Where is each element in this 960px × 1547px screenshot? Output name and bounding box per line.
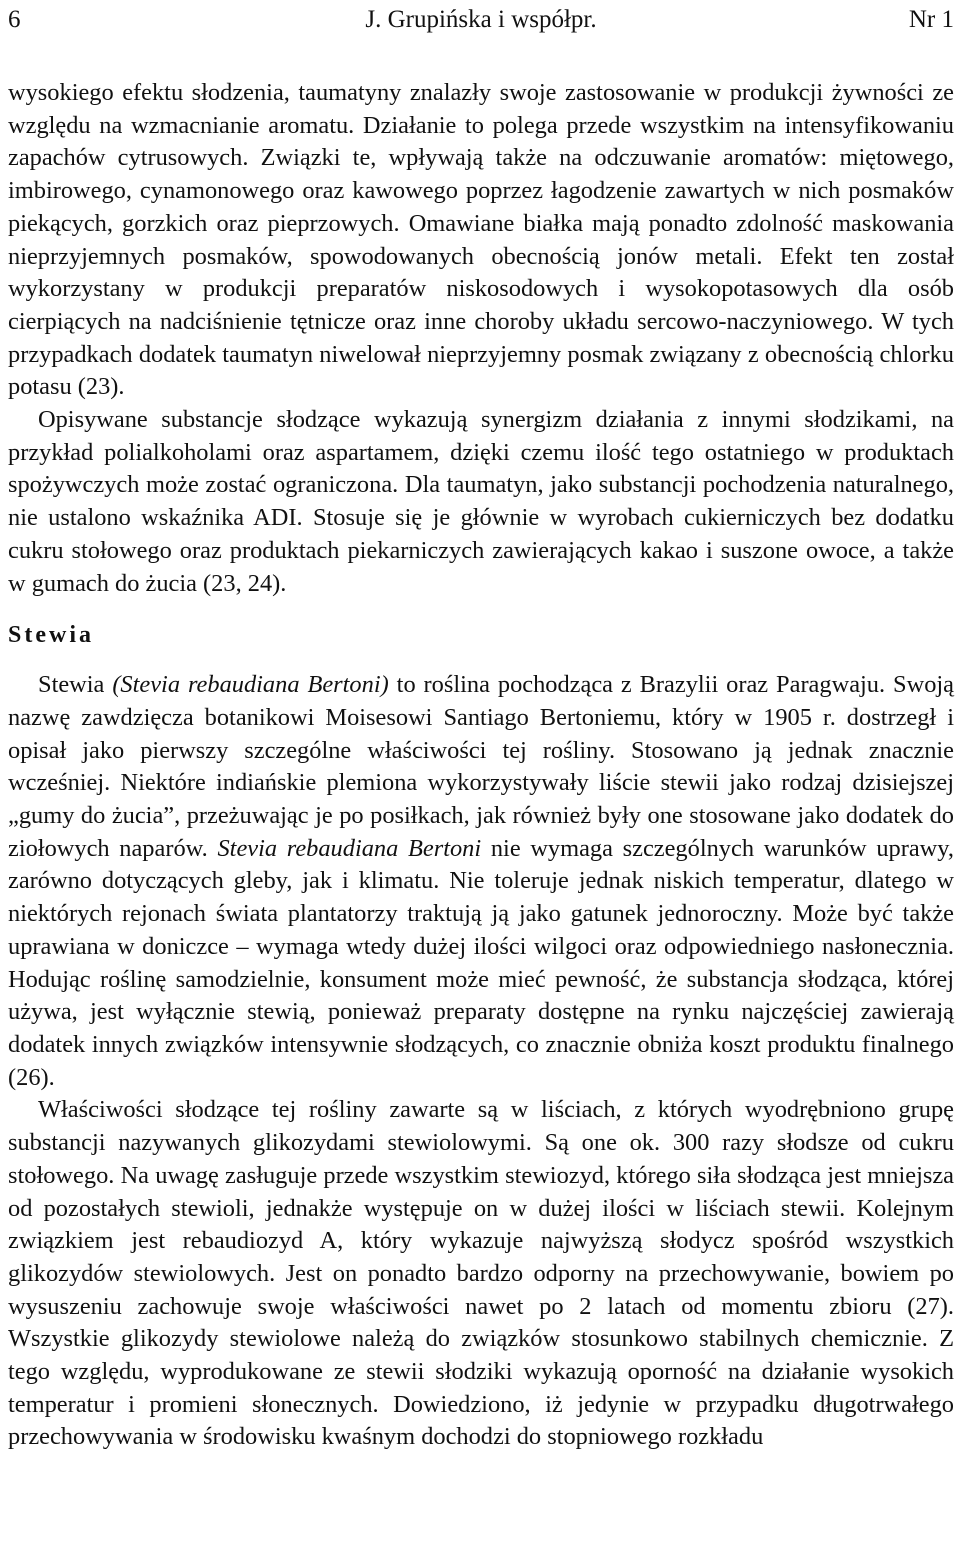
- paragraph-3-text-b: to roślina pochodząca z Brazylii oraz Paragwaju. Swoją nazwę zawdzięcza botanikowi Moisesowi Santiago Bertoniemu, który w 1905 r. dostrzegł i opisał jako pierwszy szczególne właściwości tej rośliny. Stosowano ją jednak znacznie wcześniej. Niektóre indiańskie plemiona wykorzystywały liście stewii jako rodzaj dzisiejszej „gumy do żucia”, przeżuwając je po posiłkach, jak również były one stosowane jako dodatek do ziołowych naparów.: [8, 671, 954, 862]
- section-heading-stewia: Stewia: [8, 622, 94, 649]
- paragraph-3-text-a: Stewia: [38, 671, 113, 699]
- article-body: [8, 77, 954, 1454]
- paragraph-2: Opisywane substancje słodzące wykazują synergizm działania z innymi słodzikami, na przykład polialkoholami oraz aspartamem, dzięki czemu ilość tego ostatniego w produktach spożywczych może zostać ograniczona. Dla taumatyn, jako substancji pochodzenia naturalnego, nie ustalono wskaźnika ADI. Stosuje się je głównie w wyrobach cukierniczych bez dodatku cukru stołowego oraz produktach piekarniczych zawierających kakao i suszone owoce, a także w gumach do żucia (23, 24).: [8, 406, 954, 597]
- page-number: 6: [8, 6, 21, 33]
- running-head-authors: J. Grupińska i współpr.: [365, 6, 597, 33]
- issue-number: Nr 1: [908, 6, 954, 33]
- species-name-italic: (Stevia rebaudiana Bertoni): [112, 671, 389, 699]
- species-name-italic-2: Stevia rebaudiana Bertoni: [217, 834, 482, 862]
- paragraph-1: wysokiego efektu słodzenia, taumatyny znalazły swoje zastosowanie w produkcji żywności ze względu na wzmacnianie aromatu. Działanie to polega przede wszystkim na intensyfikowaniu zapachów cytrusowych. Związki te, wpływają także na odczuwanie aromatów: miętowego, imbirowego, cynamonowego oraz kawowego poprzez łagodzenie zawartych w nich posmaków piekących, gorzkich oraz pieprzowych. Omawiane białka mają ponadto zdolność maskowania nieprzyjemnych posmaków, spowodowanych obecnością jonów metali. Efekt ten został wykorzystany w produkcji preparatów niskosodowych i wysokopotasowych dla osób cierpiących na nadciśnienie tętnicze oraz inne choroby układu sercowo-naczyniowego. W tych przypadkach dodatek taumatyn niwelował nieprzyjemny posmak związany z obecnością chlorku potasu (23).: [8, 79, 954, 401]
- paragraph-3: [8, 669, 954, 1094]
- running-head: [8, 0, 954, 40]
- paragraph-3-text-c: nie wymaga szczególnych warunków uprawy, zarówno dotyczących gleby, jak i klimatu. Nie toleruje jednak niskich temperatur, dlatego w niektórych rejonach świata plantatorzy traktują ją jako gatunek jednoroczny. Może być także uprawiana w doniczce – wymaga wtedy dużej ilości wilgoci oraz odpowiedniego nasłonecznia. Hodując roślinę samodzielnie, konsument może mieć pewność, że substancja słodząca, której używa, jest wyłącznie stewią, ponieważ preparaty dostępne na rynku najczęściej zawierają dodatek innych związków intensywnie słodzących, co znacznie obniża koszt produktu finalnego (26).: [8, 834, 954, 1091]
- paragraph-4: Właściwości słodzące tej rośliny zawarte są w liściach, z których wyodrębniono grupę substancji nazywanych glikozydami stewiolowymi. Są one ok. 300 razy słodsze od cukru stołowego. Na uwagę zasługuje przede wszystkim stewiozyd, którego siła słodząca jest mniejsza od pozostałych stewioli, jednakże występuje on w dużej ilości w liściach stewii. Kolejnym związkiem jest rebaudiozyd A, który wykazuje najwyższą słodycz spośród wszystkich glikozydów stewiolowych. Jest on ponadto bardzo odporny na przechowywanie, bowiem po wysuszeniu zachowuje swoje właściwości nawet po 2 latach od momentu zbioru (27). Wszystkie glikozydy stewiolowe należą do związków stosunkowo stabilnych chemicznie. Z tego względu, wyprodukowane ze stewii słodziki wykazują oporność na działanie wysokich temperatur i promieni słonecznych. Dowiedziono, iż jedynie w przypadku długotrwałego przechowywania w środowisku kwaśnym dochodzi do stopniowego rozkładu: [8, 1096, 954, 1451]
